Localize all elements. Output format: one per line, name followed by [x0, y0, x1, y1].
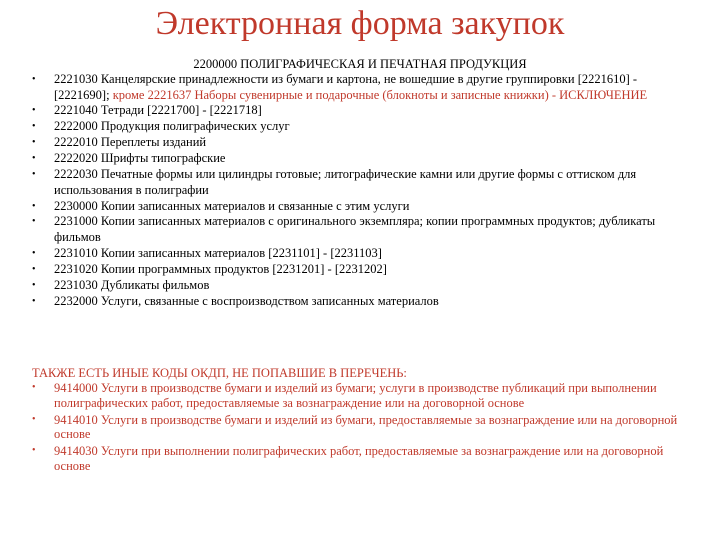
bullet-icon: • — [32, 200, 36, 212]
list-item: • 2222030 Печатные формы или цилиндры готовые; литографические камни или другие формы с оттиском для использования в полиграфии — [32, 167, 637, 197]
list-item: • 2230000 Копии записанных материалов и связанные с этим услуги — [32, 198, 410, 213]
bullet-icon: • — [32, 445, 36, 457]
list-item: • 9414010 Услуги в производстве бумаги и изделий из бумаги, предоставляемые за вознаграждение или на договорной основе — [32, 412, 678, 442]
bullet-icon: • — [32, 279, 36, 291]
also-code-list — [32, 381, 700, 476]
bullet-icon: • — [32, 137, 36, 149]
bullet-icon: • — [32, 153, 36, 165]
page-title: Электронная форма закупок — [155, 5, 565, 42]
code-list — [32, 72, 692, 309]
list-item: • 2222020 Шрифты типографские — [32, 151, 226, 166]
list-item: • 9414030 Услуги при выполнении полиграфических работ, предоставляемые за вознаграждение или на договорной основе — [32, 444, 664, 473]
list-item: • 2231000 Копии записанных материалов с оригинального экземпляра; копии программных продуктов; дубликаты фильмов — [32, 214, 656, 245]
list-item: • 2231020 Копии программных продуктов [2231201] - [2231202] — [32, 261, 387, 276]
bullet-icon: • — [32, 105, 36, 117]
also-heading: ТАКЖЕ ЕСТЬ ИНЫЕ КОДЫ ОКДП, НЕ ПОПАВШИЕ В ПЕРЕЧЕНЬ: — [32, 366, 407, 380]
bullet-icon: • — [32, 295, 36, 307]
list-item: • 2222010 Переплеты изданий — [32, 135, 207, 150]
list-item: • 2221040 Тетради [2221700] - [2221718] — [32, 103, 262, 118]
bullet-icon: • — [32, 216, 36, 228]
bullet-icon: • — [32, 382, 36, 393]
list-item: • 2221030 Канцелярские принадлежности из бумаги и картона, не вошедшие в другие группировки [2221610] - [2221690]; кроме 2221637 Наборы сувенирные и подарочные (блокноты и записные книжки) - ИСКЛЮЧЕНИЕ — [32, 72, 648, 102]
list-item: • 9414000 Услуги в производстве бумаги и изделий из бумаги; услуги в производстве публикаций при выполнении полиграфических работ, предоставляемые за вознаграждение или на договорной основе — [32, 381, 657, 410]
bullet-icon: • — [32, 247, 36, 259]
bullet-icon: • — [32, 263, 36, 275]
list-item: • 2232000 Услуги, связанные с воспроизводством записанных материалов — [32, 293, 439, 308]
list-item: • 2231010 Копии записанных материалов [2231101] - [2231103] — [32, 245, 382, 260]
exception-note: кроме 2221637 Наборы сувенирные и подарочные (блокноты и записные книжки) - ИСКЛЮЧЕНИЕ — [112, 87, 648, 102]
bullet-icon: • — [32, 413, 36, 425]
section-heading: 2200000 ПОЛИГРАФИЧЕСКАЯ И ПЕЧАТНАЯ ПРОДУКЦИЯ — [193, 57, 527, 71]
bullet-icon: • — [32, 121, 36, 133]
bullet-icon: • — [32, 169, 36, 181]
bullet-icon: • — [32, 74, 36, 85]
list-item: • 2222000 Продукция полиграфических услуг — [32, 119, 290, 134]
list-item: • 2231030 Дубликаты фильмов — [32, 277, 210, 292]
